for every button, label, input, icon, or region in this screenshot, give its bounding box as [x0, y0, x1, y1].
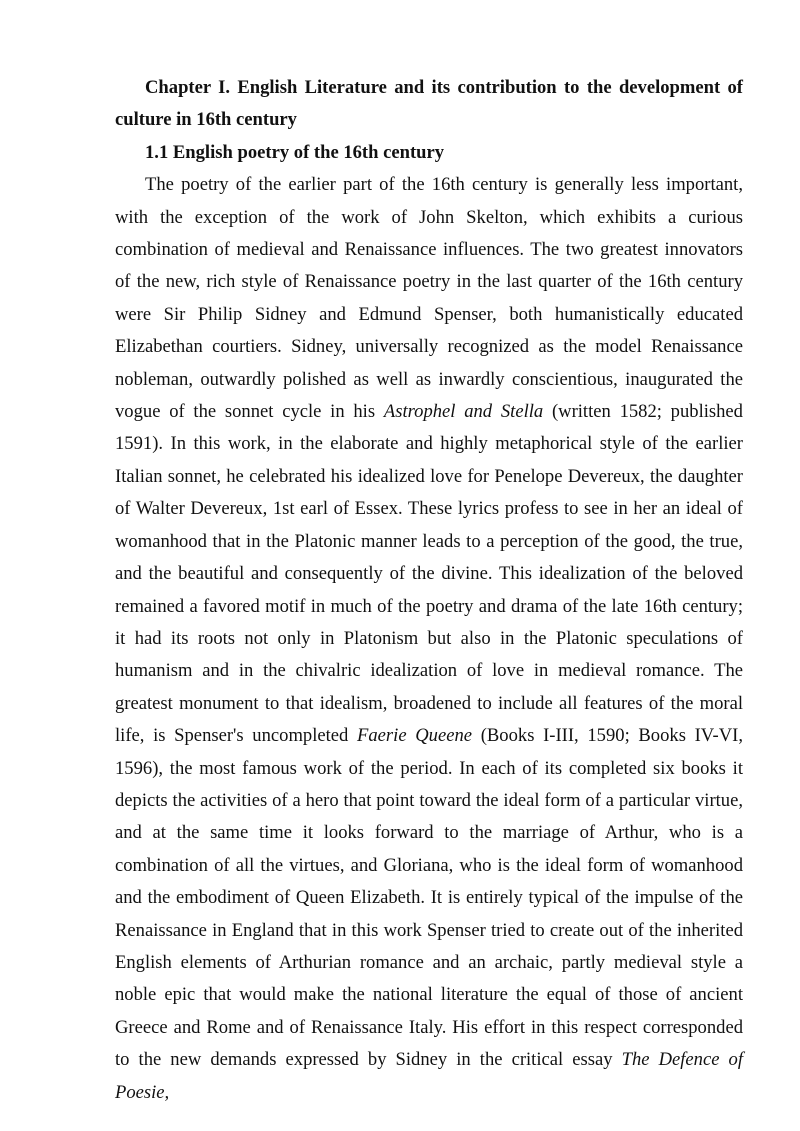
work-title-defence-of-poesie: The Defence of Poesie, [115, 1049, 743, 1103]
document-page [115, 72, 743, 1109]
body-paragraph [115, 169, 743, 1109]
paragraph-text-part-1: The poetry of the earlier part of the 16th century is generally less important, with the exception of the work of John Skelton, which exhibits a curious combination of medieval and Renaissance influences. The two greatest innovators of the new, rich style of Renaissance poetry in the last quarter of the 16th century were Sir Philip Sidney and Edmund Spenser, both humanistically educated Elizabethan courtiers. Sidney, universally recognized as the model Renaissance nobleman, outwardly polished as well as inwardly conscientious, inaugurated the vogue of the sonnet cycle in his [115, 174, 743, 423]
paragraph-text-part-3: (Books I-III, 1590; Books IV-VI, 1596), the most famous work of the period. In each of its completed six books it depicts the activities of a hero that point toward the ideal form of a particular virtue, and at the same time it looks forward to the marriage of Arthur, who is a combination of all the virtues, and Gloriana, who is the ideal form of womanhood and the embodiment of Queen Elizabeth. It is entirely typical of the impulse of the Renaissance in England that in this work Spenser tried to create out of the inherited English elements of Arthurian romance and an archaic, partly medieval style a noble epic that would make the national literature the equal of those of ancient Greece and Rome and of Renaissance Italy. His effort in this respect corresponded to the new demands expressed by Sidney in the critical essay [115, 725, 743, 1071]
paragraph-text-part-2: (written 1582; published 1591). In this work, in the elaborate and highly metaphorical style of the earlier Italian sonnet, he celebrated his idealized love for Penelope Devereux, the daughter of Walter Devereux, 1st earl of Essex. These lyrics profess to see in her an ideal of womanhood that in the Platonic manner leads to a perception of the good, the true, and the beautiful and consequently of the divine. This idealization of the beloved remained a favored motif in much of the poetry and drama of the late 16th century; it had its roots not only in Platonism but also in the Platonic speculations of humanism and in the chivalric idealization of love in medieval romance. The greatest monument to that idealism, broadened to include all features of the moral life, is Spenser's uncompleted [115, 401, 743, 747]
work-title-faerie-queene: Faerie Queene [357, 725, 473, 747]
section-heading: 1.1 English poetry of the 16th century [145, 141, 445, 163]
work-title-astrophel-and-stella: Astrophel and Stella [383, 401, 544, 423]
chapter-heading: Chapter I. English Literature and its contribution to the development of culture in 16th century [115, 77, 743, 131]
